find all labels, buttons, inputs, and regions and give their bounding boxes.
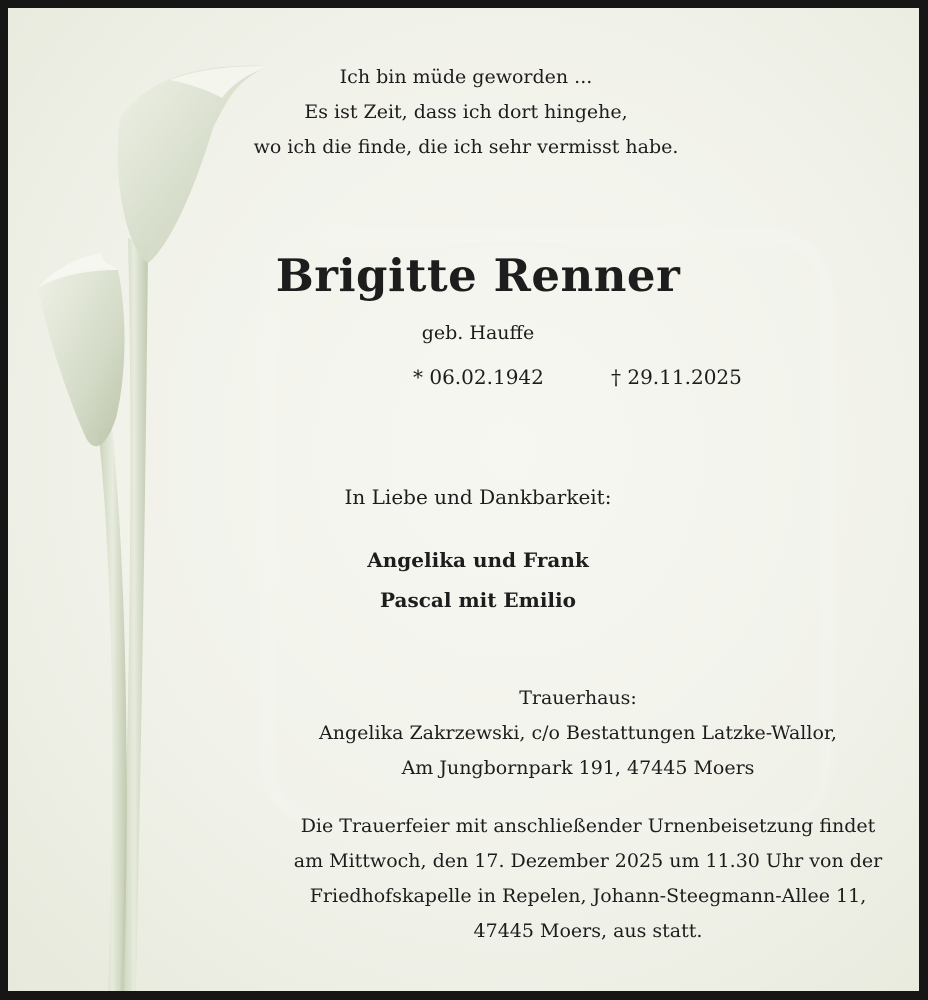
poem [156,60,776,165]
poem-line: Ich bin müde geworden ... [339,66,593,88]
death-date: † 29.11.2025 [611,365,742,389]
address-line: Angelika Zakrzewski, c/o Bestattungen Latzke-Wallor, [319,722,837,744]
mourner-line: Angelika und Frank [367,548,589,572]
ceremony-line: Die Trauerfeier mit anschließender Urnenbeisetzung findet [300,815,876,837]
ceremony-line: 47445 Moers, aus statt. [473,920,703,942]
deceased-name: Brigitte Renner [275,249,681,302]
birth-name: geb. Hauffe [421,322,535,344]
ceremony-info [248,809,919,949]
obituary-card [8,8,919,991]
mourning-house-address [238,681,918,786]
poem-line: Es ist Zeit, dass ich dort hingehe, [304,101,628,123]
address-line: Trauerhaus: [519,687,637,709]
ceremony-line: am Mittwoch, den 17. Dezember 2025 um 11.30 Uhr von der [293,850,883,872]
poem-line: wo ich die finde, die ich sehr vermisst habe. [253,136,679,158]
life-dates [208,363,748,397]
address-line: Am Jungbornpark 191, 47445 Moers [401,757,755,779]
dedication: In Liebe und Dankbarkeit: [344,485,612,509]
ceremony-line: Friedhofskapelle in Repelen, Johann-Steegmann-Allee 11, [309,885,867,907]
mourners [208,540,748,620]
birth-date: * 06.02.1942 [413,365,544,389]
mourner-line: Pascal mit Emilio [380,588,576,612]
